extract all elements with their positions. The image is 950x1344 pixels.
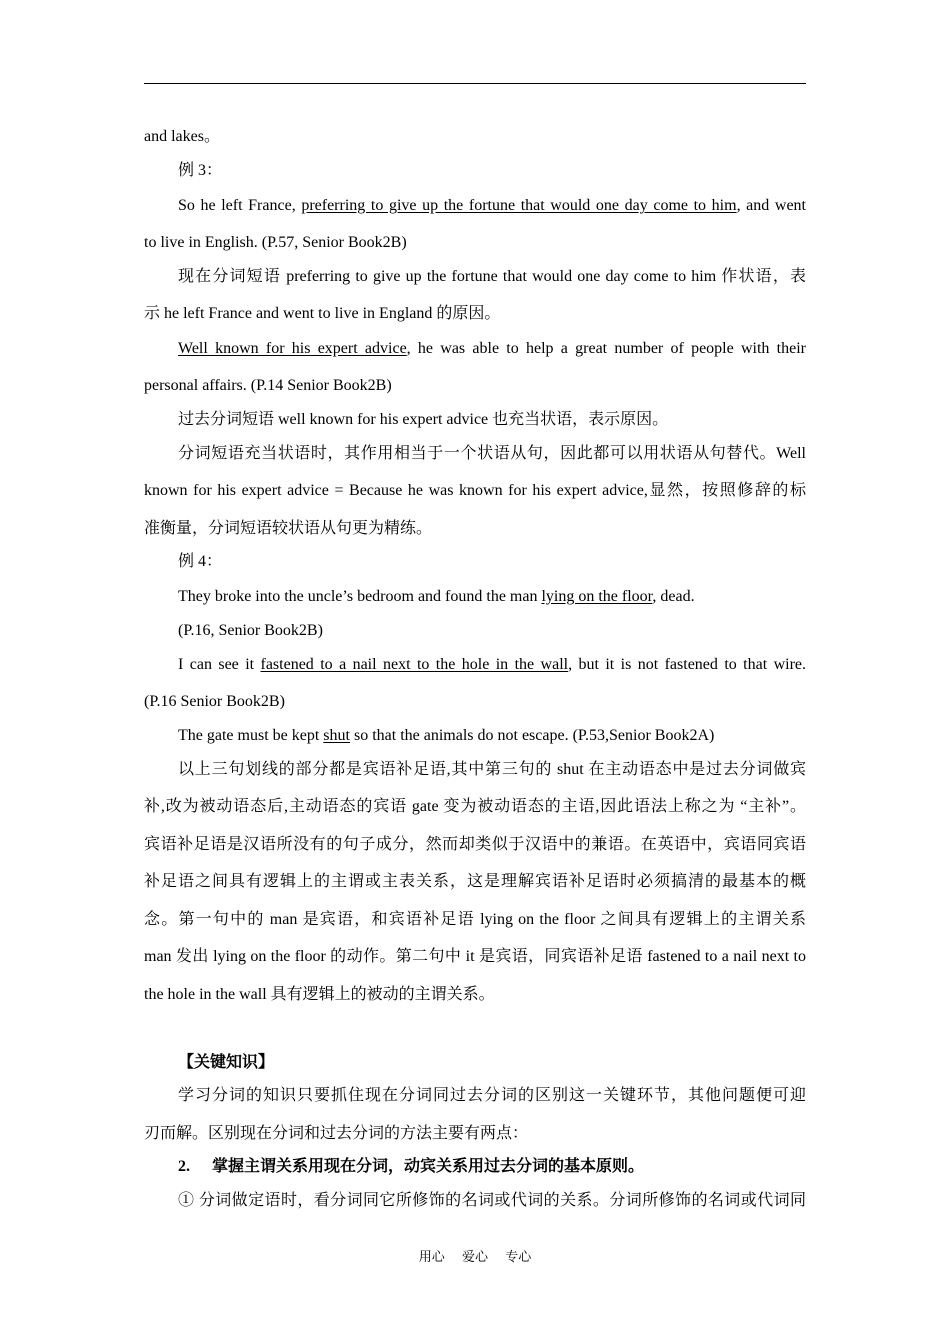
underlined-phrase: fastened to a nail next to the hole in the wall — [260, 656, 569, 673]
text-line: the hole in the wall 具有逻辑上的被动的主谓关系。 — [144, 986, 495, 1003]
text-line: 补足语之间具有逻辑上的主谓或主表关系，这是理解宾语补足语时必须搞清的最基本的概 — [144, 873, 806, 890]
text-line: to live in English. (P.57, Senior Book2B) — [144, 234, 407, 251]
text-line: So he left France, preferring to give up the fortune that would one day come to him, and went — [178, 197, 806, 214]
example-label: 例 4： — [178, 553, 223, 570]
underlined-phrase: preferring to give up the fortune that would one day come to him — [301, 197, 737, 214]
text-line: 宾语补足语是汉语所没有的句子成分，然而却类似于汉语中的兼语。在英语中，宾语同宾语 — [144, 836, 806, 853]
text-line: 刃而解。区别现在分词和过去分词的方法主要有两点： — [144, 1125, 529, 1142]
text-line: and lakes。 — [144, 128, 220, 145]
text-line: (P.16, Senior Book2B) — [178, 622, 323, 639]
section-heading: 【关键知识】 — [178, 1054, 275, 1071]
underlined-phrase: shut — [323, 727, 350, 744]
text-line: ① 分词做定语时，看分词同它所修饰的名词或代词的关系。分词所修饰的名词或代词同 — [178, 1192, 806, 1209]
text-line: 念。第一句中的 man 是宾语，和宾语补足语 lying on the floor 之间具有逻辑上的主谓关系 — [144, 911, 806, 928]
underlined-phrase: Well known for his expert advice — [178, 340, 407, 357]
text-line: man 发出 lying on the floor 的动作。第二句中 it 是宾语，同宾语补足语 fastened to a nail next to — [144, 948, 806, 965]
text-line: They broke into the uncle’s bedroom and found the man lying on the floor, dead. — [178, 588, 695, 605]
list-number: 2. — [178, 1158, 190, 1175]
text-line: 准衡量，分词短语较状语从句更为精练。 — [144, 520, 433, 537]
example-label: 例 3： — [178, 162, 223, 179]
text-line: The gate must be kept shut so that the animals do not escape. (P.53,Senior Book2A) — [178, 727, 715, 744]
text-line: personal affairs. (P.14 Senior Book2B) — [144, 377, 392, 394]
text-line: 分词短语充当状语时，其作用相当于一个状语从句，因此都可以用状语从句替代。Well — [178, 445, 806, 462]
text-line: Well known for his expert advice, he was able to help a great number of people with their — [178, 340, 806, 357]
text-line: 示 he left France and went to live in England 的原因。 — [144, 305, 501, 322]
numbered-heading: 2. 掌握主谓关系用现在分词，动宾关系用过去分词的基本原则。 — [178, 1158, 645, 1175]
text-line: 以上三句划线的部分都是宾语补足语,其中第三句的 shut 在主动语态中是过去分词做宾 — [178, 761, 806, 778]
text-line: I can see it fastened to a nail next to the hole in the wall, but it is not fastened to that wire. — [178, 656, 807, 673]
text-line: (P.16 Senior Book2B) — [144, 693, 285, 710]
header-rule — [144, 83, 806, 84]
text-line: 过去分词短语 well known for his expert advice 也充当状语，表示原因。 — [178, 411, 669, 428]
page-footer: 用心 爱心 专心 — [418, 1249, 532, 1264]
underlined-phrase: lying on the floor — [541, 588, 653, 605]
text-line: 现在分词短语 preferring to give up the fortune that would one day come to him 作状语，表 — [178, 268, 806, 285]
text-line: known for his expert advice = Because he was known for his expert advice,显然，按照修辞的标 — [144, 482, 806, 499]
text-line: 学习分词的知识只要抓住现在分词同过去分词的区别这一关键环节，其他问题便可迎 — [178, 1087, 806, 1104]
text-line: 补,改为被动语态后,主动语态的宾语 gate 变为被动语态的主语,因此语法上称之为 “主补”。 — [144, 798, 806, 815]
